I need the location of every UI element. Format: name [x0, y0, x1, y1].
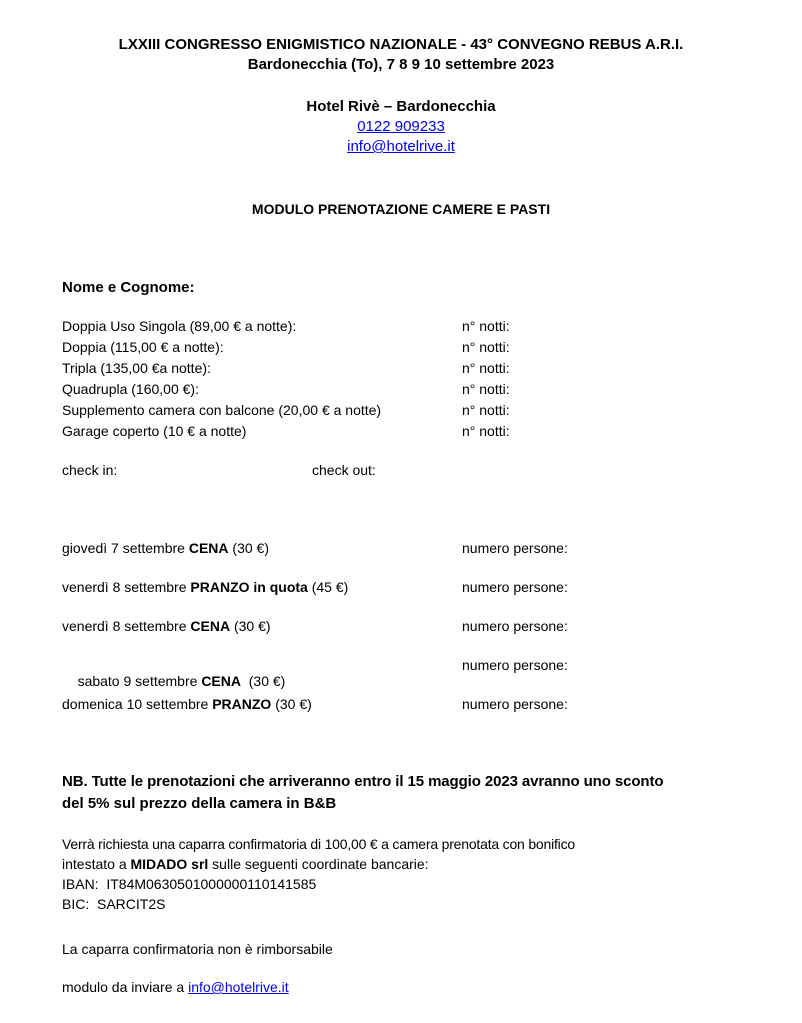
meal-people-label: numero persone:: [462, 618, 568, 634]
discount-note-line2: del 5% sul prezzo della camera in B&B: [62, 795, 337, 812]
meal-people-label: numero persone:: [462, 540, 568, 556]
meal-day: venerdì 8 settembre: [62, 618, 191, 634]
event-title: LXXIII CONGRESSO ENIGMISTICO NAZIONALE - 43° CONVEGNO REBUS A.R.I.: [118, 36, 684, 53]
meal-type: PRANZO: [212, 696, 272, 712]
deposit-line2-pre: intestato a: [62, 856, 131, 872]
deposit-line1: Verrà richiesta una caparra confirmatoria di 100,00 € a camera prenotata con bonifico: [62, 836, 575, 852]
meal-people-label: numero persone:: [462, 696, 568, 712]
meal-people-label: numero persone:: [462, 657, 568, 673]
meal-day: giovedì 7 settembre: [62, 540, 189, 556]
meal-item: [62, 618, 271, 634]
event-location-dates: Bardonecchia (To), 7 8 9 10 settembre 2023: [247, 56, 555, 73]
room-label: Garage coperto (10 € a notte): [62, 423, 247, 439]
meal-type: PRANZO in quota: [190, 579, 308, 595]
meal-type: CENA: [201, 673, 241, 689]
room-label: Quadrupla (160,00 €):: [62, 381, 199, 397]
hotel-phone-link[interactable]: 0122 909233: [357, 118, 445, 135]
room-nights-label: n° notti:: [462, 423, 510, 439]
form-title: MODULO PRENOTAZIONE CAMERE E PASTI: [251, 201, 551, 217]
meal-price: (30 €): [228, 540, 269, 556]
discount-note-line1: NB. Tutte le prenotazioni che arriveranno entro il 15 maggio 2023 avranno uno sconto: [62, 773, 664, 790]
hotel-phone-wrap: [0, 118, 802, 135]
meal-item: [62, 540, 269, 556]
room-label: Doppia Uso Singola (89,00 € a notte):: [62, 318, 297, 334]
meal-type: CENA: [190, 618, 231, 634]
deposit-line2-post: sulle seguenti coordinate bancarie:: [208, 856, 429, 872]
room-nights-label: n° notti:: [462, 339, 510, 355]
room-label: Tripla (135,00 €a notte):: [62, 360, 211, 376]
meal-price: (30 €): [240, 673, 286, 689]
non-refundable-note: La caparra confirmatoria non è rimborsabile: [62, 941, 333, 957]
name-label: Nome e Cognome:: [62, 279, 195, 296]
beneficiary-name: MIDADO srl: [130, 856, 209, 872]
iban: IBAN: IT84M0630501000000110141585: [62, 876, 317, 892]
meal-item: [62, 696, 312, 712]
meal-type: CENA: [188, 540, 229, 556]
room-nights-label: n° notti:: [462, 381, 510, 397]
hotel-email-link[interactable]: info@hotelrive.it: [347, 138, 455, 155]
meal-price: (45 €): [307, 579, 349, 595]
deposit-line2: [62, 856, 429, 872]
send-to-email-link[interactable]: info@hotelrive.it: [188, 979, 289, 995]
bic: BIC: SARCIT2S: [62, 896, 166, 912]
meal-item: [62, 579, 348, 595]
hotel-email-wrap: [0, 138, 802, 155]
meal-day: venerdì 8 settembre: [62, 579, 191, 595]
room-nights-label: n° notti:: [462, 402, 510, 418]
meal-price: (30 €): [271, 696, 312, 712]
send-to-label: modulo da inviare a: [62, 979, 189, 995]
room-label: Doppia (115,00 € a notte):: [62, 339, 224, 355]
hotel-name: Hotel Rivè – Bardonecchia: [306, 98, 496, 115]
send-to: [62, 979, 289, 995]
meal-day: sabato 9 settembre: [77, 673, 202, 689]
room-nights-label: n° notti:: [462, 318, 510, 334]
meal-people-label: numero persone:: [462, 579, 568, 595]
room-nights-label: n° notti:: [462, 360, 510, 376]
room-label: Supplemento camera con balcone (20,00 € a notte): [62, 402, 382, 418]
meal-day: domenica 10 settembre: [62, 696, 213, 712]
checkin-label: check in:: [62, 462, 118, 478]
checkout-label: check out:: [312, 462, 376, 478]
meal-price: (30 €): [230, 618, 271, 634]
